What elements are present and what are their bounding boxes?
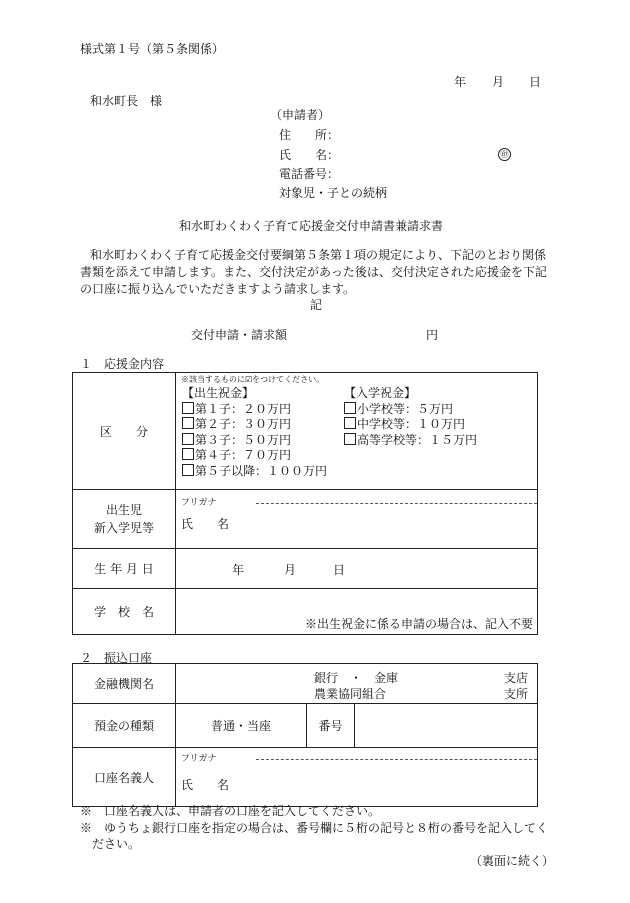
seal-mark [498,146,511,161]
applicant-name-label: 氏 名： [279,148,340,162]
bank-name-label: 金融機関名 [93,677,154,691]
school-note: ※出生祝金に係る申請の場合は、記入不要 [304,617,533,631]
holder-furigana-label: フリガナ [181,754,217,764]
kubun-label-cell [73,373,176,490]
note-2: ※ ゆうちょ銀行口座を指定の場合は、番号欄に５桁の記号と８桁の番号を記入してく [80,821,549,835]
birth-bonus-title: 【出生祝金】 [182,386,255,400]
addressee: 和水町長 様 [90,94,163,108]
dob-label-cell [73,549,176,589]
ki-mark: 記 [310,298,323,312]
amount-unit: 円 [426,328,439,342]
bank-name-cell[interactable] [176,664,538,704]
check-note: ※該当するものに☑をつけてください。 [181,375,325,384]
dob-month-label: 月 [284,562,297,577]
note-3: ださい。 [80,837,141,851]
school-label-cell [73,589,176,635]
date-year-label: 年 [454,75,467,89]
date-day-label: 日 [529,75,542,89]
bank-label-cell [73,664,176,704]
holder-label-cell [73,748,176,807]
bank-account-table [72,663,538,807]
school-bonus-title: 【入学祝金】 [344,386,417,400]
body-line-2: 書類を添えて申請します。また、交付決定があった後は、交付決定された応援金を下記 [80,265,547,279]
account-number-cell[interactable] [355,704,538,748]
dob-day-label: 日 [333,562,346,577]
dob-year-label: 年 [232,562,245,577]
dob-label: 生 年 月 日 [94,562,154,576]
school-option-3[interactable]: 高等学校等：１５万円 [344,433,477,449]
birth-option-3[interactable]: 第３子：５０万円 [182,433,327,449]
child-label-cell [73,490,176,549]
birth-option-2[interactable]: 第２子：３０万円 [182,417,327,433]
checkbox-icon[interactable] [182,433,194,445]
account-holder-label: 口座名義人 [93,770,154,785]
seal-icon: ㊞ [498,148,511,161]
document-title: 和水町わくわく子育て応援金交付申請書兼請求書 [179,219,444,233]
furigana-divider [256,759,537,760]
birth-option-1[interactable]: 第１子：２０万円 [182,402,327,418]
support-content-table [72,372,538,635]
bank-type-label: 銀行 ・ 金庫 [314,670,399,685]
checkbox-icon[interactable] [344,433,356,445]
school-name-label: 学 校 名 [93,605,154,619]
deposit-type-cell[interactable] [176,704,307,748]
birth-option-4[interactable]: 第４子：７０万円 [182,448,327,464]
school-bonus-group [344,386,477,448]
kubun-options-cell [176,373,538,490]
applicant-address-label: 住 所： [279,128,340,142]
child-furigana-label: フリガナ [181,498,217,508]
date-month-label: 月 [492,75,505,89]
deposit-type-label-cell [73,704,176,748]
checkbox-icon[interactable] [182,402,194,414]
section1-heading: １ 応援金内容 [80,357,165,371]
kubun-label: 区 分 [99,424,148,439]
applicant-relation-label: 対象児・子との続柄 [279,186,388,200]
child-label-1: 出生児 [105,503,142,517]
checkbox-icon[interactable] [182,417,194,429]
amount-label: 交付申請・請求額 [191,328,288,342]
checkbox-icon[interactable] [344,402,356,414]
holder-name-cell[interactable] [176,748,538,807]
checkbox-icon[interactable] [182,448,194,460]
holder-name-label: 氏 名 [181,778,230,792]
applicant-heading: （申請者） [270,108,331,122]
continued-note: （裏面に続く） [470,854,555,868]
note-1: ※ 口座名義人は、申請者の口座を記入してください。 [80,804,381,818]
furigana-divider [256,503,537,504]
checkbox-icon[interactable] [344,417,356,429]
child-label-2: 新入学児等 [93,521,154,535]
child-name-cell[interactable] [176,490,538,549]
account-number-label: 番号 [318,719,343,733]
birth-bonus-group [182,386,327,479]
deposit-type-value: 普通・当座 [210,719,271,733]
dob-value-cell[interactable] [176,549,538,589]
school-name-cell[interactable] [176,589,538,635]
section2-heading: ２ 振込口座 [80,651,153,665]
school-option-1[interactable]: 小学校等：５万円 [344,402,477,418]
child-name-label: 氏 名 [181,517,230,531]
agri-coop-label: 農業協同組合 [314,686,387,701]
branch-label: 支店 [504,670,529,685]
applicant-phone-label: 電話番号： [279,167,340,181]
account-number-label-cell [307,704,355,748]
body-line-3: の口座に振り込んでいただきますよう請求します。 [80,282,356,296]
school-option-2[interactable]: 中学校等：１０万円 [344,417,477,433]
sub-branch-label: 支所 [504,686,529,701]
deposit-type-label: 預金の種類 [93,719,154,733]
birth-option-5[interactable]: 第５子以降：１００万円 [182,464,327,480]
body-line-1: 和水町わくわく子育て応援金交付要綱第５条第１項の規定により、下記のとおり関係 [90,248,547,262]
checkbox-icon[interactable] [182,464,194,476]
form-number: 様式第１号（第５条関係） [80,42,225,56]
